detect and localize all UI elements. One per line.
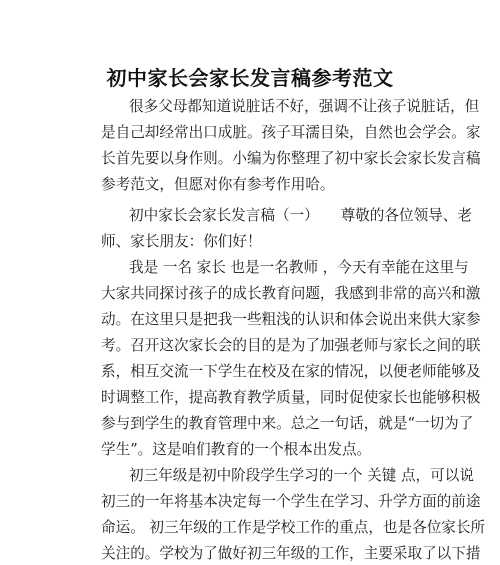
paragraph-line: 时调整工作，提高教育教学质量，同时促使家长也能够积极: [101, 389, 481, 406]
paragraph-line: 学生”。这是咱们教育的一个根本出发点。: [101, 441, 372, 458]
paragraph-line: 很多父母都知道说脏话不好，强调不让孩子说脏话，但: [129, 98, 480, 115]
paragraph-line: 系，相互交流一下学生在校及在家的情况，以便老师能够及: [101, 363, 481, 380]
paragraph-line: 我是 一名 家长 也是一名教师 ，今天有幸能在这里与: [129, 259, 469, 276]
paragraph-line: 大家共同探讨孩子的成长教育问题，我感到非常的高兴和激: [101, 285, 481, 302]
paragraph-line: 长首先要以身作则。小编为你整理了初中家长会家长发言稿: [101, 150, 481, 167]
paragraph-line: 参与到学生的教育管理中来。总之一句话，就是“一切为了: [101, 415, 474, 432]
paragraph-line: 是自己却经常出口成脏。孩子耳濡目染，自然也会学会。家: [101, 124, 481, 141]
paragraph-line: 动。在这里只是把我一些粗浅的认识和体会说出来供大家参: [101, 311, 481, 328]
paragraph-line: 关注的。学校为了做好初三年级的工作，主要采取了以下措: [101, 545, 481, 562]
paragraph-line: 初三的一年将基本决定每一个学生在学习、升学方面的前途: [101, 493, 481, 510]
paragraph-line: 考。召开这次家长会的目的是为了加强老师与家长之间的联: [101, 337, 481, 354]
paragraph-line: 参考范文，但愿对你有参考作用哈。: [101, 176, 335, 193]
paragraph-line: 师、家长朋友：你们好！: [101, 233, 262, 250]
paragraph-line: 初三年级是初中阶段学生学习的一个 关键 点，可以说: [129, 467, 474, 484]
document-title: 初中家长会家长发言稿参考范文: [106, 66, 394, 90]
paragraph-line: 命运。 初三年级的工作是学校工作的重点，也是各位家长所: [101, 519, 486, 536]
paragraph-line: 初中家长会家长发言稿（一） 尊敬的各位领导、老: [129, 207, 472, 224]
